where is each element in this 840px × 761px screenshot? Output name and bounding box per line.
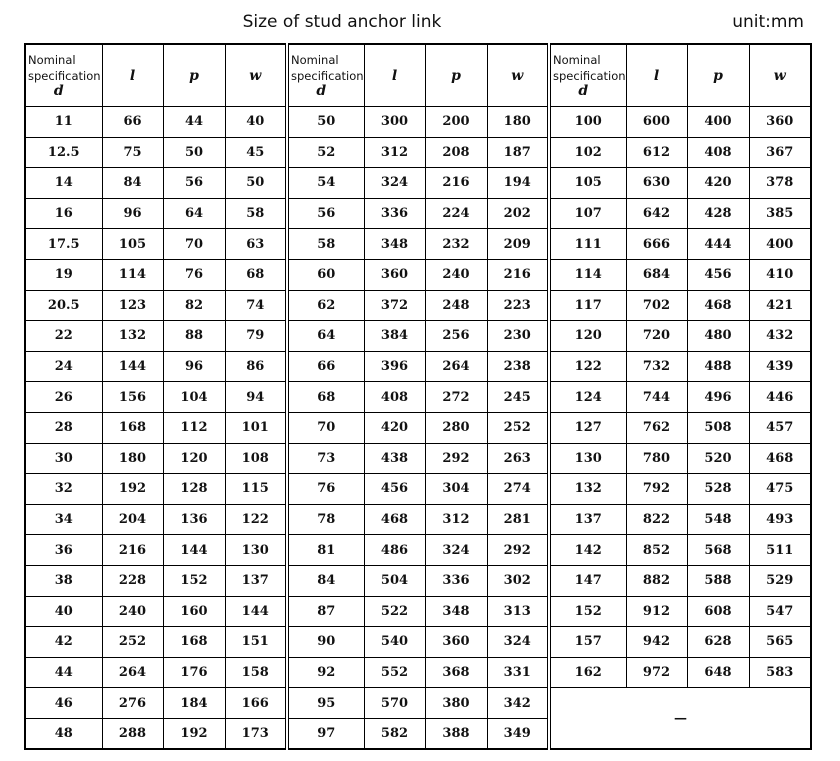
cell-w: 324 — [487, 627, 549, 658]
cell-p: 144 — [163, 535, 225, 566]
cell-p: 628 — [687, 627, 749, 658]
cell-d: 66 — [287, 351, 364, 382]
table-row — [25, 229, 811, 260]
table-row — [25, 627, 811, 658]
cell-l: 732 — [626, 351, 687, 382]
cell-d: 20.5 — [25, 290, 102, 321]
header-nominal-text: Nominal — [28, 53, 76, 67]
header-w: w — [487, 44, 549, 107]
cell-w: 342 — [487, 688, 549, 719]
cell-p: 82 — [163, 290, 225, 321]
cell-w: 230 — [487, 321, 549, 352]
cell-p: 240 — [425, 259, 487, 290]
cell-l: 123 — [102, 290, 163, 321]
cell-l: 96 — [102, 198, 163, 229]
header-d-symbol: d — [53, 83, 64, 99]
cell-w: 565 — [749, 627, 811, 658]
cell-p: 216 — [425, 168, 487, 199]
unit-label: unit:mm — [732, 12, 804, 32]
cell-l: 600 — [626, 107, 687, 138]
cell-d: 152 — [549, 596, 626, 627]
cell-l: 420 — [364, 412, 425, 443]
header-specification-text: specification — [553, 69, 626, 83]
cell-w: 439 — [749, 351, 811, 382]
cell-p: 488 — [687, 351, 749, 382]
cell-w: 238 — [487, 351, 549, 382]
cell-d: 130 — [549, 443, 626, 474]
cell-p: 336 — [425, 565, 487, 596]
table-row — [25, 107, 811, 138]
header-d-symbol: d — [578, 83, 589, 99]
cell-p: 264 — [425, 351, 487, 382]
cell-d: 111 — [549, 229, 626, 260]
header-w: w — [749, 44, 811, 107]
table-row — [25, 137, 811, 168]
cell-l: 852 — [626, 535, 687, 566]
cell-p: 360 — [425, 627, 487, 658]
cell-l: 744 — [626, 382, 687, 413]
page-title: Size of stud anchor link — [242, 12, 442, 32]
cell-p: 368 — [425, 657, 487, 688]
cell-d: 64 — [287, 321, 364, 352]
cell-p: 324 — [425, 535, 487, 566]
cell-l: 822 — [626, 504, 687, 535]
cell-p: 208 — [425, 137, 487, 168]
cell-w: 144 — [225, 596, 287, 627]
cell-w: 367 — [749, 137, 811, 168]
cell-p: 256 — [425, 321, 487, 352]
cell-w: 493 — [749, 504, 811, 535]
header-p: p — [163, 44, 225, 107]
cell-d: 70 — [287, 412, 364, 443]
cell-p: 44 — [163, 107, 225, 138]
header-nominal-d — [25, 44, 102, 107]
cell-d: 28 — [25, 412, 102, 443]
cell-d: 62 — [287, 290, 364, 321]
cell-p: 496 — [687, 382, 749, 413]
stud-anchor-link-table — [24, 43, 812, 750]
cell-d: 132 — [549, 474, 626, 505]
cell-d: 46 — [25, 688, 102, 719]
cell-d: 40 — [25, 596, 102, 627]
cell-p: 184 — [163, 688, 225, 719]
header-w: w — [225, 44, 287, 107]
cell-d: 120 — [549, 321, 626, 352]
cell-l: 684 — [626, 259, 687, 290]
cell-d: 105 — [549, 168, 626, 199]
cell-l: 216 — [102, 535, 163, 566]
cell-l: 720 — [626, 321, 687, 352]
cell-p: 388 — [425, 718, 487, 749]
cell-l: 912 — [626, 596, 687, 627]
cell-w: 202 — [487, 198, 549, 229]
cell-d: 56 — [287, 198, 364, 229]
header-specification-text: specification — [28, 69, 101, 83]
cell-p: 176 — [163, 657, 225, 688]
cell-d: 97 — [287, 718, 364, 749]
cell-l: 666 — [626, 229, 687, 260]
cell-d: 107 — [549, 198, 626, 229]
cell-w: 360 — [749, 107, 811, 138]
cell-d: 102 — [549, 137, 626, 168]
cell-l: 204 — [102, 504, 163, 535]
cell-l: 168 — [102, 412, 163, 443]
cell-d: 78 — [287, 504, 364, 535]
cell-l: 396 — [364, 351, 425, 382]
cell-p: 456 — [687, 259, 749, 290]
cell-l: 642 — [626, 198, 687, 229]
cell-w: 216 — [487, 259, 549, 290]
header-specification-text: specification — [291, 69, 364, 83]
cell-p: 152 — [163, 565, 225, 596]
table-row — [25, 596, 811, 627]
header-p: p — [687, 44, 749, 107]
cell-w: 79 — [225, 321, 287, 352]
cell-p: 104 — [163, 382, 225, 413]
cell-p: 548 — [687, 504, 749, 535]
cell-l: 144 — [102, 351, 163, 382]
cell-w: 158 — [225, 657, 287, 688]
cell-d: 11 — [25, 107, 102, 138]
cell-d: 24 — [25, 351, 102, 382]
header-l: l — [626, 44, 687, 107]
cell-d: 95 — [287, 688, 364, 719]
cell-w: 166 — [225, 688, 287, 719]
cell-p: 96 — [163, 351, 225, 382]
cell-p: 292 — [425, 443, 487, 474]
table-row — [25, 565, 811, 596]
cell-w: 475 — [749, 474, 811, 505]
cell-w: 86 — [225, 351, 287, 382]
header-nominal-text: Nominal — [553, 53, 601, 67]
cell-l: 582 — [364, 718, 425, 749]
cell-l: 288 — [102, 718, 163, 749]
cell-d: 22 — [25, 321, 102, 352]
cell-w: 187 — [487, 137, 549, 168]
cell-l: 612 — [626, 137, 687, 168]
cell-l: 264 — [102, 657, 163, 688]
cell-l: 348 — [364, 229, 425, 260]
header-nominal-d — [287, 44, 364, 107]
table-row — [25, 412, 811, 443]
cell-w: 432 — [749, 321, 811, 352]
cell-l: 276 — [102, 688, 163, 719]
cell-d: 100 — [549, 107, 626, 138]
cell-l: 702 — [626, 290, 687, 321]
cell-d: 50 — [287, 107, 364, 138]
cell-w: 468 — [749, 443, 811, 474]
cell-l: 132 — [102, 321, 163, 352]
cell-d: 90 — [287, 627, 364, 658]
header-nominal-text: Nominal — [291, 53, 339, 67]
cell-w: 40 — [225, 107, 287, 138]
cell-w: 302 — [487, 565, 549, 596]
cell-d: 117 — [549, 290, 626, 321]
cell-w: 115 — [225, 474, 287, 505]
cell-w: 378 — [749, 168, 811, 199]
cell-p: 232 — [425, 229, 487, 260]
cell-l: 522 — [364, 596, 425, 627]
cell-d: 124 — [549, 382, 626, 413]
cell-p: 468 — [687, 290, 749, 321]
cell-w: 223 — [487, 290, 549, 321]
cell-d: 81 — [287, 535, 364, 566]
cell-w: 547 — [749, 596, 811, 627]
cell-p: 120 — [163, 443, 225, 474]
cell-d: 162 — [549, 657, 626, 688]
cell-l: 75 — [102, 137, 163, 168]
cell-w: 263 — [487, 443, 549, 474]
cell-d: 114 — [549, 259, 626, 290]
cell-l: 360 — [364, 259, 425, 290]
cell-d: 147 — [549, 565, 626, 596]
cell-p: 168 — [163, 627, 225, 658]
cell-d: 26 — [25, 382, 102, 413]
table-row — [25, 259, 811, 290]
cell-p: 248 — [425, 290, 487, 321]
header-l: l — [102, 44, 163, 107]
cell-p: 224 — [425, 198, 487, 229]
cell-p: 200 — [425, 107, 487, 138]
cell-w: 292 — [487, 535, 549, 566]
cell-l: 780 — [626, 443, 687, 474]
cell-d: 14 — [25, 168, 102, 199]
cell-p: 280 — [425, 412, 487, 443]
cell-w: 122 — [225, 504, 287, 535]
cell-w: 45 — [225, 137, 287, 168]
cell-d: 58 — [287, 229, 364, 260]
cell-l: 456 — [364, 474, 425, 505]
cell-w: 252 — [487, 412, 549, 443]
cell-l: 468 — [364, 504, 425, 535]
empty-merged-cell: — — [549, 688, 811, 750]
cell-l: 114 — [102, 259, 163, 290]
cell-l: 192 — [102, 474, 163, 505]
cell-l: 384 — [364, 321, 425, 352]
table-row — [25, 351, 811, 382]
cell-l: 408 — [364, 382, 425, 413]
cell-d: 30 — [25, 443, 102, 474]
cell-w: 50 — [225, 168, 287, 199]
cell-l: 312 — [364, 137, 425, 168]
table-row — [25, 535, 811, 566]
cell-d: 42 — [25, 627, 102, 658]
cell-l: 156 — [102, 382, 163, 413]
cell-p: 520 — [687, 443, 749, 474]
cell-p: 160 — [163, 596, 225, 627]
cell-l: 336 — [364, 198, 425, 229]
cell-p: 428 — [687, 198, 749, 229]
cell-l: 630 — [626, 168, 687, 199]
cell-w: 101 — [225, 412, 287, 443]
cell-w: 529 — [749, 565, 811, 596]
cell-w: 457 — [749, 412, 811, 443]
cell-w: 209 — [487, 229, 549, 260]
cell-d: 84 — [287, 565, 364, 596]
cell-p: 408 — [687, 137, 749, 168]
cell-w: 583 — [749, 657, 811, 688]
cell-d: 19 — [25, 259, 102, 290]
cell-w: 180 — [487, 107, 549, 138]
cell-l: 300 — [364, 107, 425, 138]
cell-w: 245 — [487, 382, 549, 413]
cell-p: 480 — [687, 321, 749, 352]
cell-d: 17.5 — [25, 229, 102, 260]
cell-l: 66 — [102, 107, 163, 138]
table-row — [25, 168, 811, 199]
table-row — [25, 321, 811, 352]
cell-w: 173 — [225, 718, 287, 749]
cell-l: 240 — [102, 596, 163, 627]
cell-p: 70 — [163, 229, 225, 260]
cell-d: 122 — [549, 351, 626, 382]
cell-w: 511 — [749, 535, 811, 566]
cell-d: 34 — [25, 504, 102, 535]
cell-p: 312 — [425, 504, 487, 535]
cell-p: 588 — [687, 565, 749, 596]
cell-d: 16 — [25, 198, 102, 229]
table-row — [25, 474, 811, 505]
cell-w: 385 — [749, 198, 811, 229]
cell-d: 68 — [287, 382, 364, 413]
cell-l: 942 — [626, 627, 687, 658]
cell-w: 151 — [225, 627, 287, 658]
table-row — [25, 657, 811, 688]
cell-p: 272 — [425, 382, 487, 413]
cell-l: 324 — [364, 168, 425, 199]
cell-w: 194 — [487, 168, 549, 199]
cell-w: 94 — [225, 382, 287, 413]
header-p: p — [425, 44, 487, 107]
table-row — [25, 198, 811, 229]
cell-l: 438 — [364, 443, 425, 474]
cell-w: 58 — [225, 198, 287, 229]
cell-p: 128 — [163, 474, 225, 505]
cell-p: 304 — [425, 474, 487, 505]
cell-d: 157 — [549, 627, 626, 658]
cell-p: 192 — [163, 718, 225, 749]
cell-w: 400 — [749, 229, 811, 260]
cell-w: 68 — [225, 259, 287, 290]
cell-p: 400 — [687, 107, 749, 138]
cell-w: 349 — [487, 718, 549, 749]
cell-d: 36 — [25, 535, 102, 566]
cell-l: 252 — [102, 627, 163, 658]
cell-p: 56 — [163, 168, 225, 199]
cell-p: 608 — [687, 596, 749, 627]
cell-d: 92 — [287, 657, 364, 688]
cell-l: 228 — [102, 565, 163, 596]
table-body — [25, 107, 811, 750]
cell-l: 972 — [626, 657, 687, 688]
cell-p: 136 — [163, 504, 225, 535]
cell-l: 792 — [626, 474, 687, 505]
cell-l: 486 — [364, 535, 425, 566]
cell-d: 48 — [25, 718, 102, 749]
cell-w: 281 — [487, 504, 549, 535]
cell-p: 88 — [163, 321, 225, 352]
cell-d: 12.5 — [25, 137, 102, 168]
cell-l: 540 — [364, 627, 425, 658]
cell-d: 76 — [287, 474, 364, 505]
cell-p: 348 — [425, 596, 487, 627]
table-row — [25, 443, 811, 474]
cell-p: 420 — [687, 168, 749, 199]
cell-d: 142 — [549, 535, 626, 566]
table-row — [25, 504, 811, 535]
cell-l: 84 — [102, 168, 163, 199]
header-l: l — [364, 44, 425, 107]
cell-w: 108 — [225, 443, 287, 474]
cell-p: 648 — [687, 657, 749, 688]
cell-d: 38 — [25, 565, 102, 596]
cell-l: 180 — [102, 443, 163, 474]
table-row — [25, 688, 811, 719]
cell-w: 274 — [487, 474, 549, 505]
cell-w: 313 — [487, 596, 549, 627]
cell-d: 60 — [287, 259, 364, 290]
cell-w: 446 — [749, 382, 811, 413]
cell-p: 76 — [163, 259, 225, 290]
cell-w: 331 — [487, 657, 549, 688]
cell-l: 762 — [626, 412, 687, 443]
cell-l: 504 — [364, 565, 425, 596]
cell-d: 54 — [287, 168, 364, 199]
header-row — [25, 44, 811, 107]
cell-p: 528 — [687, 474, 749, 505]
cell-d: 87 — [287, 596, 364, 627]
cell-l: 552 — [364, 657, 425, 688]
cell-d: 52 — [287, 137, 364, 168]
cell-l: 882 — [626, 565, 687, 596]
cell-p: 444 — [687, 229, 749, 260]
cell-w: 410 — [749, 259, 811, 290]
header-nominal-d — [549, 44, 626, 107]
cell-w: 74 — [225, 290, 287, 321]
header-d-symbol: d — [316, 83, 327, 99]
cell-l: 105 — [102, 229, 163, 260]
cell-p: 50 — [163, 137, 225, 168]
cell-p: 380 — [425, 688, 487, 719]
cell-p: 568 — [687, 535, 749, 566]
table-row — [25, 290, 811, 321]
cell-p: 112 — [163, 412, 225, 443]
cell-d: 137 — [549, 504, 626, 535]
table-row — [25, 382, 811, 413]
cell-d: 44 — [25, 657, 102, 688]
cell-w: 130 — [225, 535, 287, 566]
cell-p: 508 — [687, 412, 749, 443]
cell-l: 372 — [364, 290, 425, 321]
cell-d: 73 — [287, 443, 364, 474]
cell-w: 63 — [225, 229, 287, 260]
cell-d: 32 — [25, 474, 102, 505]
cell-d: 127 — [549, 412, 626, 443]
cell-l: 570 — [364, 688, 425, 719]
cell-p: 64 — [163, 198, 225, 229]
cell-w: 421 — [749, 290, 811, 321]
cell-w: 137 — [225, 565, 287, 596]
